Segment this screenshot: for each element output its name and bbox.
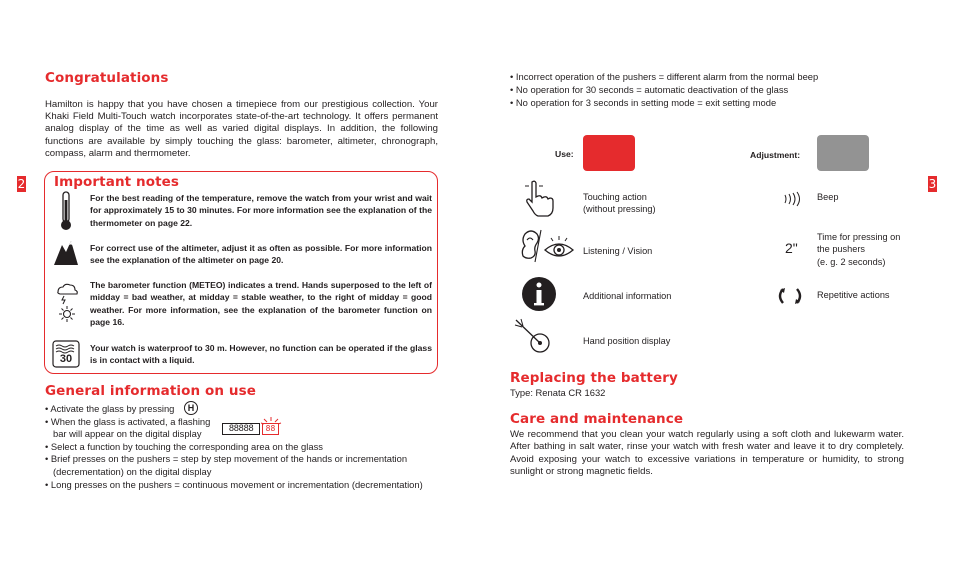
- pressing-time-line1: Time for pressing on: [817, 232, 901, 242]
- care-text: [510, 429, 904, 479]
- flash-rays-icon: [260, 416, 282, 425]
- pressing-time-label: [817, 231, 900, 268]
- important-notes-heading: Important notes: [54, 174, 180, 190]
- note-altimeter-text: For correct use of the altimeter, adjust it as often as possible. For more information see the explanation of the altimeter on page 20.: [90, 243, 432, 266]
- care-line: We recommend that you clean your watch regularly using a soft cloth and lukewarm water.: [510, 429, 904, 440]
- repetitive-label: Repetitive actions: [817, 290, 890, 300]
- h-button-icon: H: [184, 401, 198, 415]
- pressing-time-line2: the pushers: [817, 244, 866, 255]
- right-bullet-3-seconds: • No operation for 3 seconds in setting mode = exit setting mode: [510, 97, 777, 108]
- water-resistance-icon: [52, 340, 80, 368]
- display-badge: 88: [262, 423, 279, 435]
- use-color-swatch: [583, 135, 635, 171]
- congratulations-line: compass, alarm and thermometer.: [45, 147, 191, 159]
- use-label: Use:: [555, 149, 574, 159]
- general-bullet-brief-line1: • Brief presses on the pushers = step by step movement of the hands or incrementation: [45, 453, 408, 464]
- hand-position-label: Hand position display: [583, 336, 671, 346]
- congratulations-line: Hamilton is happy that you have chosen a timepiece from our prestigious collection. Your: [45, 99, 438, 110]
- general-information-heading: General information on use: [45, 383, 256, 399]
- weather-icon: [52, 280, 80, 328]
- display-digits: 88888: [222, 423, 260, 435]
- right-bullet-incorrect: • Incorrect operation of the pushers = different alarm from the normal beep: [510, 71, 819, 82]
- digital-display-icon: [222, 418, 282, 438]
- general-bullet-brief-line2: (decrementation) on the digital display: [53, 466, 212, 477]
- info-icon: [521, 276, 557, 312]
- battery-heading: Replacing the battery: [510, 370, 678, 386]
- adjustment-color-swatch: [817, 135, 869, 171]
- general-bullet-long: • Long presses on the pushers = continuous movement or incrementation (decrementation): [45, 479, 423, 490]
- care-line: Avoid exposing your watch to excessive variations in temperature or humidity, to strong: [510, 453, 904, 465]
- beep-label: Beep: [817, 192, 839, 202]
- adjustment-label: Adjustment:: [750, 150, 801, 160]
- beep-icon: [782, 191, 804, 207]
- page-number-left: 2: [17, 177, 26, 191]
- congratulations-line: Khaki Field Multi-Touch watch incorporates state-of-the-art technology. It offers permanent: [45, 111, 438, 123]
- mountain-icon: [52, 237, 80, 267]
- listening-label: Listening / Vision: [583, 246, 653, 256]
- general-bullet-select: • Select a function by touching the corresponding area on the glass: [45, 441, 323, 452]
- touch-label: [583, 191, 656, 216]
- general-bullet-glass-line1: • When the glass is activated, a flashing: [45, 416, 211, 427]
- repetitive-icon: [776, 287, 804, 305]
- touch-label-line2: (without pressing): [583, 204, 656, 215]
- page-number-right: 3: [928, 177, 937, 191]
- water-resistance-label: 30: [59, 353, 73, 365]
- general-bullet-glass-line2: bar will appear on the digital display: [53, 428, 202, 439]
- general-bullet-activate: • Activate the glass by pressing: [45, 403, 175, 414]
- hand-position-icon: [513, 317, 553, 355]
- seconds-icon: 2": [785, 240, 798, 256]
- congratulations-text: [45, 99, 438, 160]
- note-barometer-text: The barometer function (METEO) indicates a trend. Hands superposed to the left of midday = bad weather, at midday = stable weather, to the right of midday = good weather. For more information, see the explanation of the barometer function on page 16.: [90, 280, 432, 327]
- note-thermometer-text: For the best reading of the temperature, remove the watch from your wrist and wait for approximately 15 to 30 minutes. For more information see the explanation of the thermometer on page 22.: [90, 193, 432, 228]
- ear-eye-icon: [517, 226, 577, 266]
- care-line: sunlight or strong magnetic fields.: [510, 466, 653, 478]
- note-waterproof-text: Your watch is waterproof to 30 m. However, no function can be operated if the glass is in contact with a liquid.: [90, 343, 432, 366]
- congratulations-heading: Congratulations: [45, 70, 169, 86]
- touch-label-line1: Touching action: [583, 192, 647, 202]
- battery-type: Type: Renata CR 1632: [510, 387, 606, 398]
- congratulations-line: functions are available by simply touching the glass: barometer, altimeter, chronograph,: [45, 135, 438, 147]
- thermometer-icon: [52, 190, 80, 232]
- care-line: After bathing in salt water, rinse your watch with fresh water and leave it to dry completely.: [510, 441, 904, 453]
- additional-info-label: Additional information: [583, 291, 672, 301]
- pressing-time-line3: (e. g. 2 seconds): [817, 256, 886, 267]
- right-bullet-30-seconds: • No operation for 30 seconds = automatic deactivation of the glass: [510, 84, 789, 95]
- touch-hand-icon: [519, 178, 557, 218]
- congratulations-line: analog display of the time as well as varied digital displays. In addition, the following: [45, 123, 438, 135]
- care-heading: Care and maintenance: [510, 411, 684, 427]
